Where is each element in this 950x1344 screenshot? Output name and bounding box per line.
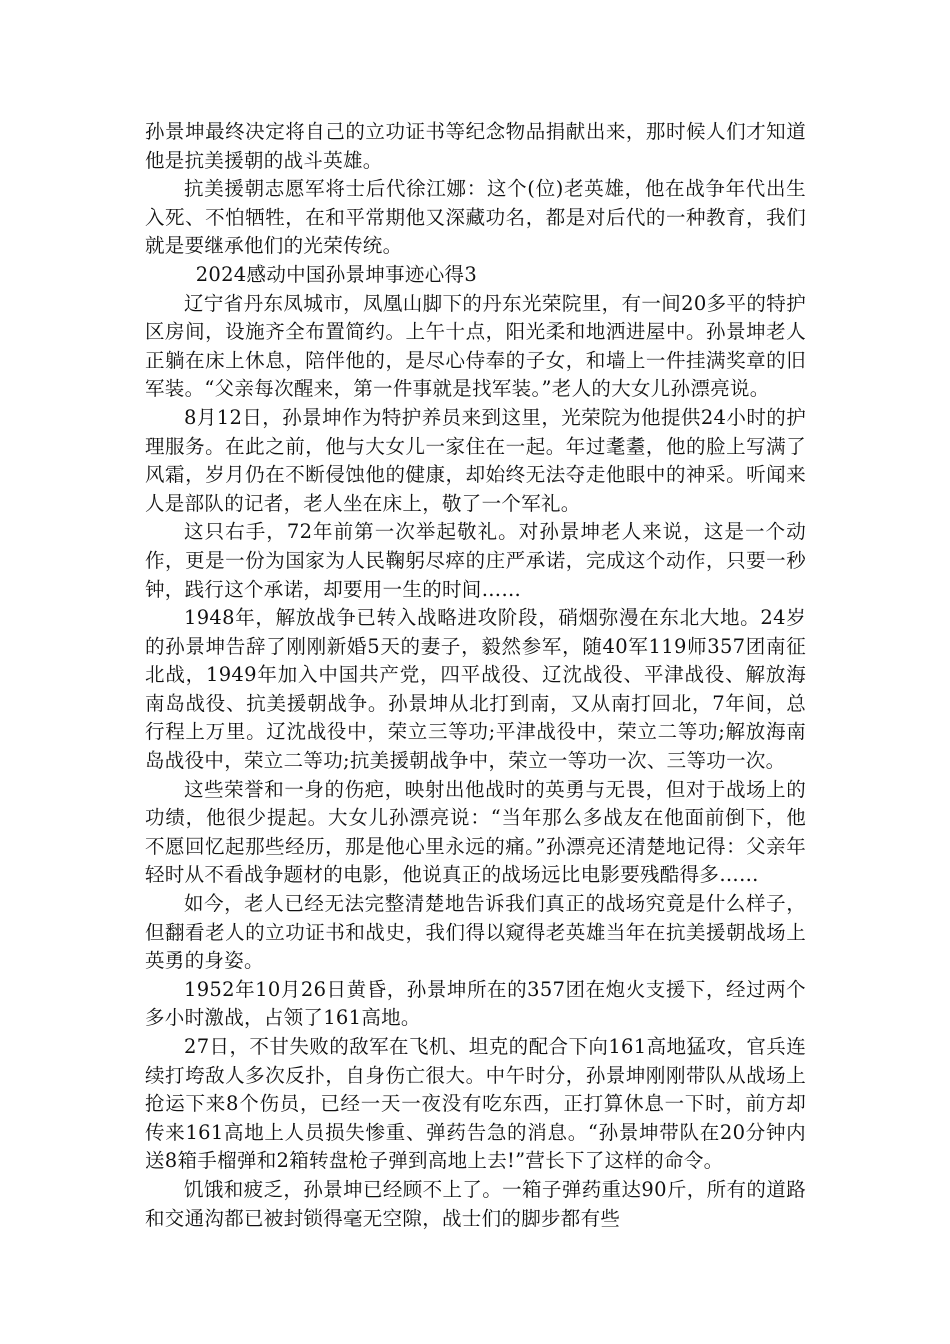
paragraph: 1952年10月26日黄昏，孙景坤所在的357团在炮火支援下，经过两个多小时激战，占领了161高地。	[145, 977, 806, 1030]
paragraph: 辽宁省丹东凤城市，凤凰山脚下的丹东光荣院里，有一间20多平的特护区房间，设施齐全布置简约。上午十点，阳光柔和地洒进屋中。孙景坤老人正躺在床上休息，陪伴他的，是尽心侍奉的子女，和墙上一件挂满奖章的旧军装。“父亲每次醒来，第一件事就是找军装。”老人的大女儿孙漂亮说。	[145, 291, 806, 401]
paragraph: 27日，不甘失败的敌军在飞机、坦克的配合下向161高地猛攻，官兵连续打垮敌人多次反扑，自身伤亡很大。中午时分，孙景坤刚刚带队从战场上抢运下来8个伤员，已经一天一夜没有吃东西，正打算休息一下时，前方却传来161高地上人员损失惨重、弹药告急的消息。“孙景坤带队在20分钟内送8箱手榴弹和2箱转盘枪子弹到高地上去!”营长下了这样的命令。	[145, 1035, 806, 1173]
paragraph-continuation: 孙景坤最终决定将自己的立功证书等纪念物品捐献出来，那时候人们才知道他是抗美援朝的战斗英雄。	[145, 120, 806, 172]
paragraph-quote-xu-jiangna: 抗美援朝志愿军将士后代徐江娜：这个(位)老英雄，他在战争年代出生入死、不怕牺牲，在和平常期他又深藏功名，都是对后代的一种教育，我们就是要继承他们的光荣传统。	[145, 177, 806, 258]
section-heading: 2024感动中国孙景坤事迹心得3	[195, 262, 478, 286]
paragraph: 8月12日，孙景坤作为特护养员来到这里，光荣院为他提供24小时的护理服务。在此之前，他与大女儿一家住在一起。年过耄耋，他的脸上写满了风霜，岁月仍在不断侵蚀他的健康，却始终无法夺走他眼中的神采。听闻来人是部队的记者，老人坐在床上，敬了一个军礼。	[145, 405, 806, 515]
paragraph: 饥饿和疲乏，孙景坤已经顾不上了。一箱子弹药重达90斤，所有的道路和交通沟都已被封锁得毫无空隙，战士们的脚步都有些	[145, 1177, 806, 1230]
document-body	[145, 118, 806, 1233]
paragraph: 1948年，解放战争已转入战略进攻阶段，硝烟弥漫在东北大地。24岁的孙景坤告辞了刚刚新婚5天的妻子，毅然参军，随40军119师357团南征北战，1949年加入中国共产党，四平战役、辽沈战役、平津战役、解放海南岛战役、抗美援朝战争。孙景坤从北打到南，又从南打回北，7年间，总行程上万里。辽沈战役中，荣立三等功;平津战役中，荣立二等功;解放海南岛战役中，荣立二等功;抗美援朝战争中，荣立一等功一次、三等功一次。	[145, 606, 806, 773]
paragraph: 这只右手，72年前第一次举起敬礼。对孙景坤老人来说，这是一个动作，更是一份为国家为人民鞠躬尽瘁的庄严承诺，完成这个动作，只要一秒钟，践行这个承诺，却要用一生的时间……	[145, 520, 806, 601]
paragraph: 这些荣誉和一身的伤疤，映射出他战时的英勇与无畏，但对于战场上的功绩，他很少提起。大女儿孙漂亮说：“当年那么多战友在他面前倒下，他不愿回忆起那些经历，那是他心里永远的痛。”孙漂亮还清楚地记得：父亲年轻时从不看战争题材的电影，他说真正的战场远比电影要残酷得多……	[145, 777, 806, 887]
paragraph: 如今，老人已经无法完整清楚地告诉我们真正的战场究竟是什么样子，但翻看老人的立功证书和战史，我们得以窥得老英雄当年在抗美援朝战场上英勇的身姿。	[145, 892, 806, 973]
